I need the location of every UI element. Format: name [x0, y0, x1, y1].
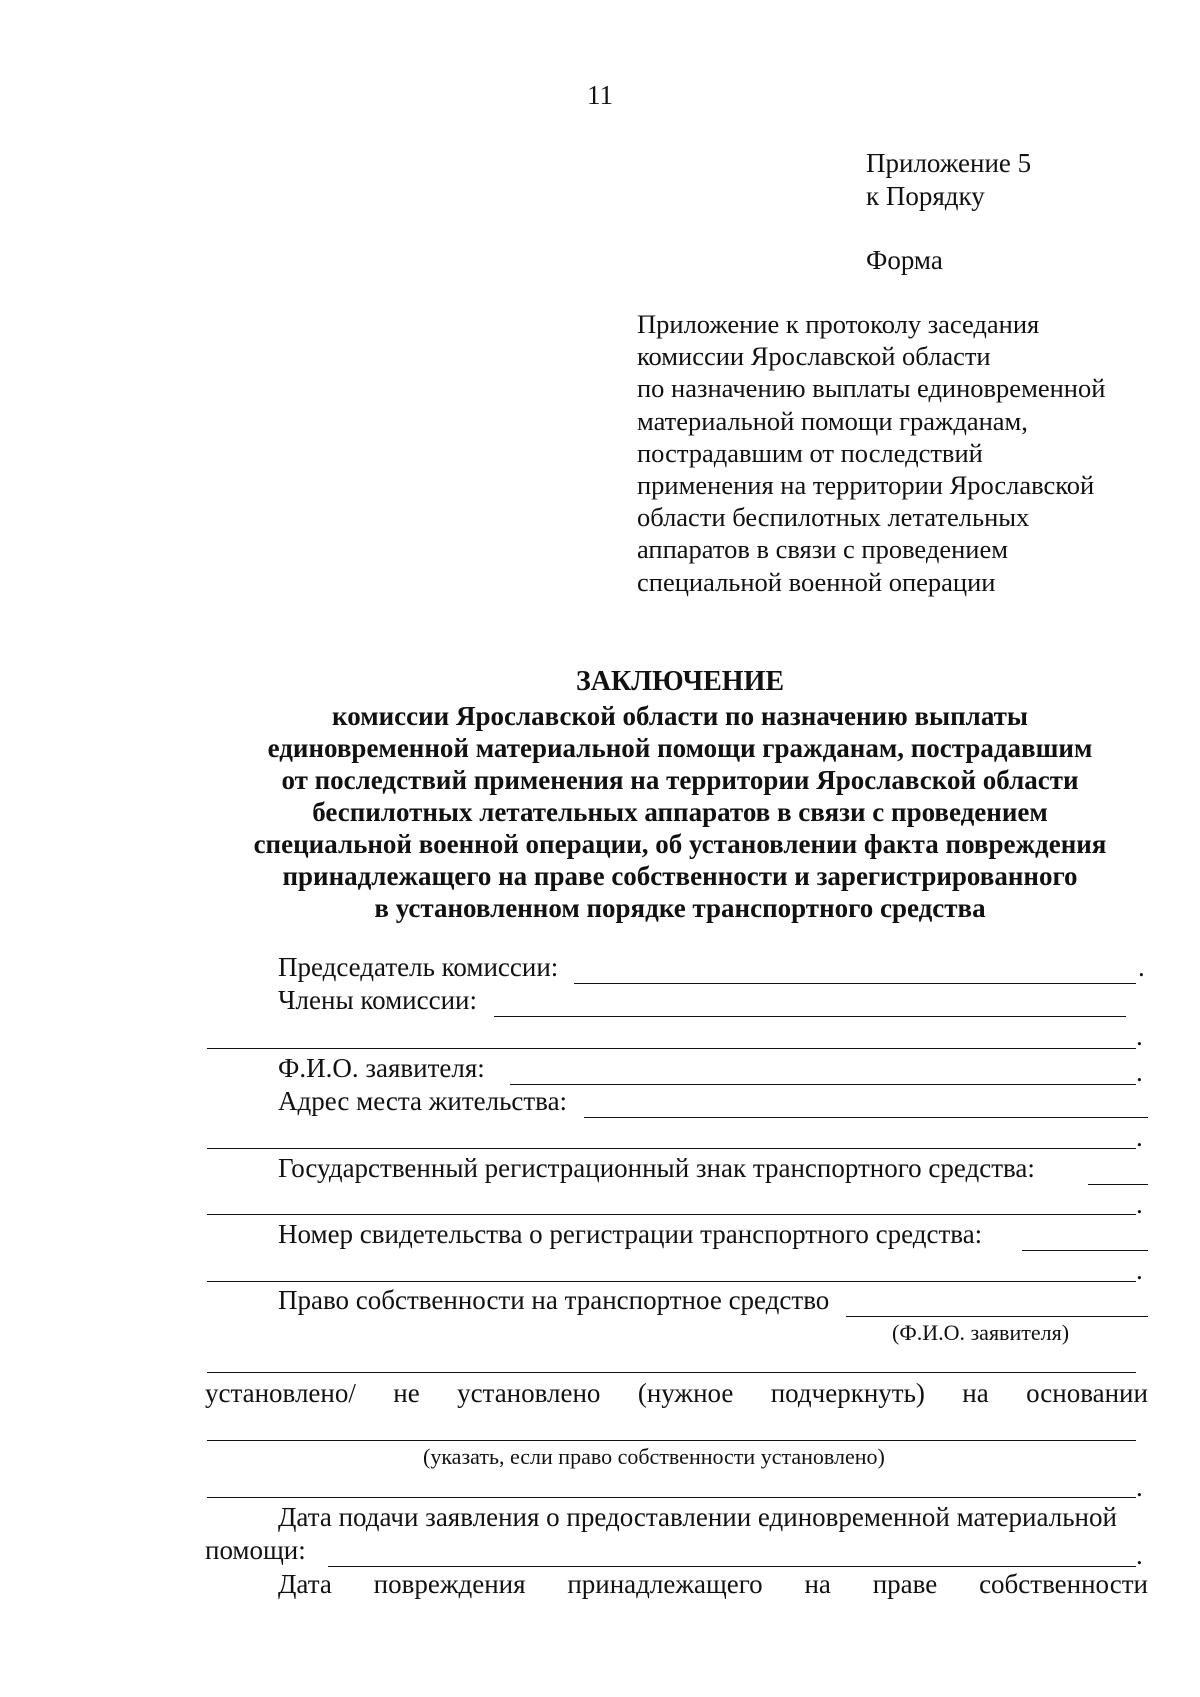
established-line — [205, 1378, 1148, 1409]
plate-field[interactable] — [1088, 1184, 1148, 1185]
period: . — [1136, 1255, 1143, 1285]
period: . — [1136, 1472, 1143, 1502]
protocol-note-line: применения на территории Ярославской — [637, 470, 1095, 501]
period: . — [1136, 1021, 1143, 1051]
applicant-name-field[interactable] — [510, 1084, 1136, 1085]
period: . — [1136, 1540, 1143, 1570]
address-field[interactable] — [584, 1117, 1148, 1118]
address-label: Адрес места жительства: — [278, 1086, 568, 1116]
address-field-continued[interactable] — [207, 1148, 1136, 1149]
protocol-note — [637, 308, 1105, 598]
applicant-name-label: Ф.И.О. заявителя: — [278, 1053, 485, 1083]
word: основании — [1026, 1378, 1148, 1408]
word: подчеркнуть) — [770, 1378, 925, 1408]
protocol-note-line: комиссии Ярославской области — [637, 341, 991, 372]
application-date-label-cont: помощи: — [205, 1535, 306, 1565]
protocol-note-line: материальной помощи гражданам, — [637, 405, 1028, 436]
members-field[interactable] — [494, 1016, 1126, 1017]
certificate-label: Номер свидетельства о регистрации транспортного средства: — [278, 1219, 983, 1249]
document-subtitle-line: специальной военной операции, об установлении факта повреждения — [253, 829, 1107, 859]
appendix-label: Приложение 5 — [866, 148, 1032, 178]
members-label: Члены комиссии: — [278, 985, 477, 1015]
period: . — [1136, 1057, 1143, 1087]
word: собственности — [979, 1569, 1148, 1599]
period: . — [1136, 1122, 1143, 1152]
word: установлено/ — [205, 1378, 356, 1408]
protocol-note-line: аппаратов в связи с проведением — [637, 534, 1008, 565]
form-label: Форма — [866, 245, 943, 275]
plate-label: Государственный регистрационный знак транспортного средства: — [278, 1153, 1035, 1183]
page-number: 11 — [587, 80, 613, 110]
certificate-field[interactable] — [1022, 1250, 1148, 1251]
word: праве — [872, 1569, 938, 1599]
basis-field-continued[interactable] — [207, 1497, 1136, 1498]
document-title: ЗАКЛЮЧЕНИЕ — [575, 666, 785, 697]
ownership-label: Право собственности на транспортное средство — [278, 1285, 830, 1315]
appendix-ref: к Порядку — [866, 181, 985, 211]
word: (нужное — [637, 1378, 734, 1408]
application-date-label: Дата подачи заявления о предоставлении единовременной материальной — [278, 1502, 1117, 1532]
basis-caption: (указать, если право собственности установлено) — [423, 1444, 885, 1469]
protocol-note-line: области беспилотных летательных — [637, 502, 1030, 533]
application-date-field[interactable] — [328, 1566, 1136, 1567]
period: . — [1136, 1189, 1143, 1219]
basis-field[interactable] — [207, 1440, 1136, 1441]
protocol-note-line: пострадавшим от последствий — [637, 437, 983, 468]
document-subtitle-line: беспилотных летательных аппаратов в связи с проведением — [312, 797, 1048, 827]
certificate-field-continued[interactable] — [207, 1281, 1136, 1282]
word: принадлежащего — [567, 1569, 763, 1599]
word: установлено — [457, 1378, 601, 1408]
document-subtitle-line: от последствий применения на территории Ярославской области — [281, 765, 1079, 795]
word: Дата — [278, 1569, 332, 1599]
protocol-note-line: Приложение к протоколу заседания — [637, 309, 1040, 339]
period: . — [1138, 952, 1145, 982]
damage-date-line — [278, 1569, 1148, 1600]
ownership-owner-field-continued[interactable] — [207, 1372, 1136, 1373]
word: на — [804, 1569, 831, 1599]
word: повреждения — [373, 1569, 526, 1599]
chairman-label: Председатель комиссии: — [278, 952, 559, 982]
document-subtitle-line: в установленном порядке транспортного средства — [374, 893, 986, 923]
document-subtitle-line: принадлежащего на праве собственности и зарегистрированного — [282, 861, 1078, 891]
ownership-owner-field[interactable] — [846, 1316, 1148, 1317]
chairman-field[interactable] — [574, 983, 1136, 984]
word: на — [962, 1378, 989, 1408]
document-subtitle-line: единовременной материальной помощи гражданам, пострадавшим — [267, 733, 1093, 763]
document-subtitle-line: комиссии Ярославской области по назначению выплаты — [332, 701, 1028, 731]
members-field-continued[interactable] — [207, 1048, 1136, 1049]
protocol-note-line: специальной военной операции — [637, 566, 996, 597]
protocol-note-line: по назначению выплаты единовременной — [637, 373, 1106, 404]
plate-field-continued[interactable] — [207, 1214, 1136, 1215]
word: не — [393, 1378, 420, 1408]
ownership-caption: (Ф.И.О. заявителя) — [892, 1320, 1070, 1345]
